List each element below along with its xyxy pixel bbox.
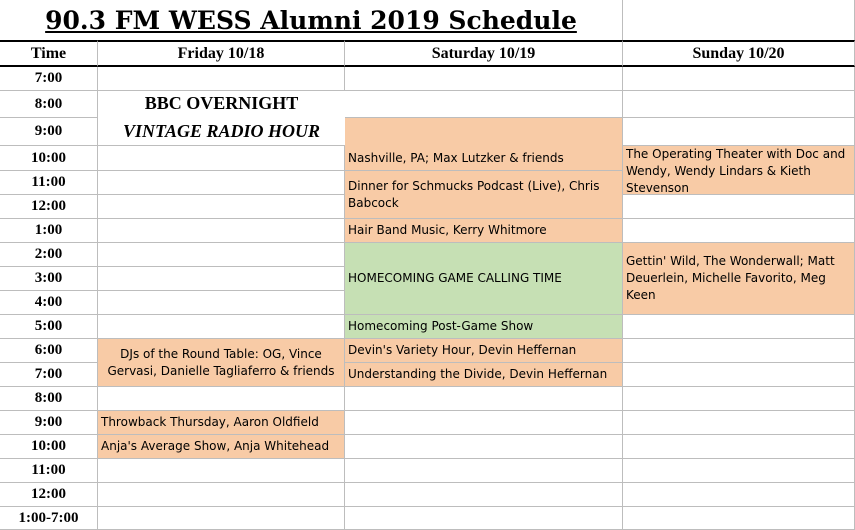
empty-cell: [98, 171, 345, 195]
empty-cell: [345, 91, 623, 118]
empty-cell: [623, 67, 855, 91]
empty-cell: [98, 243, 345, 267]
empty-cell: [623, 507, 855, 530]
empty-cell: [345, 459, 623, 483]
event-anjas-average-show: Anja's Average Show, Anja Whitehead: [98, 435, 345, 459]
event-homecoming-post-game: Homecoming Post-Game Show: [345, 315, 623, 339]
header-sunday: Sunday 10/20: [623, 40, 855, 67]
empty-cell: [623, 435, 855, 459]
empty-cell: [345, 483, 623, 507]
time-cell: 9:00: [0, 411, 98, 435]
empty-cell: [345, 435, 623, 459]
empty-cell: [98, 291, 345, 315]
time-cell: 1:00: [0, 219, 98, 243]
empty-cell: [98, 195, 345, 219]
event-dinner-for-schmucks: Dinner for Schmucks Podcast (Live), Chris Babcock: [345, 171, 623, 219]
empty-cell: [345, 507, 623, 530]
empty-cell: [98, 459, 345, 483]
event-gettin-wild: Gettin' Wild, The Wonderwall; Matt Deuerlein, Michelle Favorito, Meg Keen: [623, 243, 855, 315]
time-cell: 7:00: [0, 67, 98, 91]
empty-cell: [98, 267, 345, 291]
header-time: Time: [0, 40, 98, 67]
empty-cell: [623, 339, 855, 363]
time-cell: 7:00: [0, 363, 98, 387]
empty-cell: [623, 387, 855, 411]
empty-cell: [98, 315, 345, 339]
bbc-overnight-label: BBC OVERNIGHT: [144, 92, 299, 113]
time-cell: 2:00: [0, 243, 98, 267]
empty-cell: [623, 363, 855, 387]
empty-cell: [345, 411, 623, 435]
time-cell: 4:00: [0, 291, 98, 315]
event-hair-band-music: Hair Band Music, Kerry Whitmore: [345, 219, 623, 243]
time-cell: 6:00: [0, 339, 98, 363]
time-cell: 11:00: [0, 171, 98, 195]
time-cell: 12:00: [0, 483, 98, 507]
time-cell: 1:00-7:00: [0, 507, 98, 530]
header-friday: Friday 10/18: [98, 40, 345, 67]
event-understanding-the-divide: Understanding the Divide, Devin Heffernan: [345, 363, 623, 387]
time-cell: 8:00: [0, 91, 98, 118]
header-saturday: Saturday 10/19: [345, 40, 623, 67]
empty-cell: [98, 387, 345, 411]
time-cell: 5:00: [0, 315, 98, 339]
time-cell: 3:00: [0, 267, 98, 291]
empty-cell: [623, 459, 855, 483]
time-cell: 8:00: [0, 387, 98, 411]
empty-cell: [98, 219, 345, 243]
empty-cell: [345, 67, 623, 91]
vintage-radio-hour-label: VINTAGE RADIO HOUR: [98, 118, 345, 146]
empty-cell: [98, 67, 345, 91]
empty-cell: [98, 146, 345, 171]
event-throwback-thursday: Throwback Thursday, Aaron Oldfield: [98, 411, 345, 435]
time-cell: 12:00: [0, 195, 98, 219]
event-nashville-pa: Nashville, PA; Max Lutzker & friends: [345, 118, 623, 171]
event-operating-theater: The Operating Theater with Doc and Wendy, Wendy Lindars & Kieth Stevenson: [623, 146, 855, 195]
empty-cell: [623, 195, 855, 219]
time-cell: 11:00: [0, 459, 98, 483]
empty-cell: [623, 483, 855, 507]
empty-cell: [623, 91, 855, 118]
empty-cell: [623, 411, 855, 435]
empty-cell: [98, 507, 345, 530]
empty-cell: [623, 315, 855, 339]
event-homecoming-game: HOMECOMING GAME CALLING TIME: [345, 243, 623, 315]
time-cell: 10:00: [0, 435, 98, 459]
event-djs-round-table: DJs of the Round Table: OG, Vince Gervasi, Danielle Tagliaferro & friends: [98, 339, 345, 387]
time-cell: 9:00: [0, 118, 98, 146]
empty-cell: [623, 0, 855, 40]
empty-cell: [98, 483, 345, 507]
time-cell: 10:00: [0, 146, 98, 171]
schedule-title: 90.3 FM WESS Alumni 2019 Schedule: [0, 0, 623, 40]
event-devins-variety-hour: Devin's Variety Hour, Devin Heffernan: [345, 339, 623, 363]
empty-cell: [623, 118, 855, 146]
empty-cell: [345, 387, 623, 411]
empty-cell: [623, 219, 855, 243]
